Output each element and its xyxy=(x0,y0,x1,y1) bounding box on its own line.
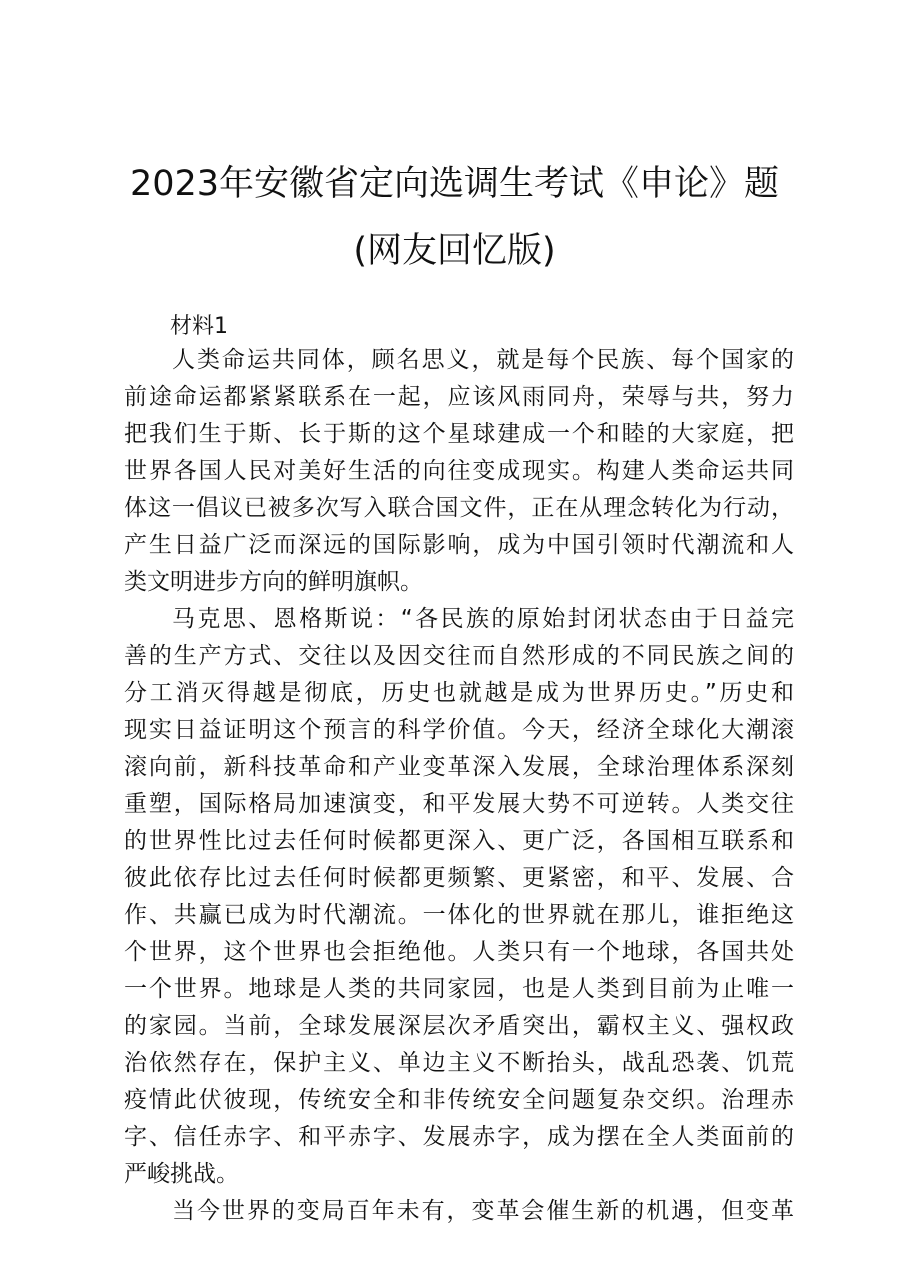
paragraph-line: 滚向前，新科技革命和产业变革深入发展，全球治理体系深刻 xyxy=(124,754,794,780)
paragraph-line: 重塑，国际格局加速演变，和平发展大势不可逆转。人类交往 xyxy=(124,791,794,817)
paragraph-line: 分工消灭得越是彻底，历史也就越是成为世界历史。”历史和 xyxy=(124,680,794,706)
paragraph-line: 的世界性比过去任何时候都更深入、更广泛，各国相互联系和 xyxy=(124,828,794,854)
paragraph-line: 的家园。当前，全球发展深层次矛盾突出，霸权主义、强权政 xyxy=(124,1013,794,1039)
paragraph-line: 人类命运共同体，顾名思义，就是每个民族、每个国家的 xyxy=(172,347,794,373)
paragraph-line: 把我们生于斯、长于斯的这个星球建成一个和睦的大家庭，把 xyxy=(124,421,794,447)
paragraph-line: 作、共赢已成为时代潮流。一体化的世界就在那儿，谁拒绝这 xyxy=(124,902,794,928)
paragraph-line: 疫情此伏彼现，传统安全和非传统安全问题复杂交织。治理赤 xyxy=(124,1087,794,1113)
section-label: 材料1 xyxy=(170,314,228,339)
paragraph-line: 治依然存在，保护主义、单边主义不断抬头，战乱恐袭、饥荒 xyxy=(124,1050,794,1076)
paragraph-line: 世界各国人民对美好生活的向往变成现实。构建人类命运共同 xyxy=(124,458,794,484)
paragraph-line: 现实日益证明这个预言的科学价值。今天，经济全球化大潮滚 xyxy=(124,717,794,743)
paragraph-line: 类文明进步方向的鲜明旗帜。 xyxy=(124,569,423,595)
paragraph-line: 产生日益广泛而深远的国际影响，成为中国引领时代潮流和人 xyxy=(124,532,794,558)
paragraph-line: 严峻挑战。 xyxy=(124,1161,239,1187)
paragraph-line: 一个世界。地球是人类的共同家园，也是人类到目前为止唯一 xyxy=(124,976,794,1002)
paragraph-line: 个世界，这个世界也会拒绝他。人类只有一个地球，各国共处 xyxy=(124,939,794,965)
paragraph-line: 彼此依存比过去任何时候都更频繁、更紧密，和平、发展、合 xyxy=(124,865,794,891)
paragraph-line: 体这一倡议已被多次写入联合国文件，正在从理念转化为行动， xyxy=(124,495,794,521)
document-subtitle: (网友回忆版) xyxy=(353,231,556,271)
document-title: 2023年安徽省定向选调生考试《申论》题 xyxy=(129,164,780,204)
paragraph-line: 字、信任赤字、和平赤字、发展赤字，成为摆在全人类面前的 xyxy=(124,1124,794,1150)
paragraph-line: 前途命运都紧紧联系在一起，应该风雨同舟，荣辱与共，努力 xyxy=(124,384,794,410)
paragraph-line: 马克思、恩格斯说：“各民族的原始封闭状态由于日益完 xyxy=(172,606,794,632)
paragraph-line: 善的生产方式、交往以及因交往而自然形成的不同民族之间的 xyxy=(124,643,794,669)
paragraph-line: 当今世界的变局百年未有，变革会催生新的机遇，但变革 xyxy=(172,1198,794,1224)
